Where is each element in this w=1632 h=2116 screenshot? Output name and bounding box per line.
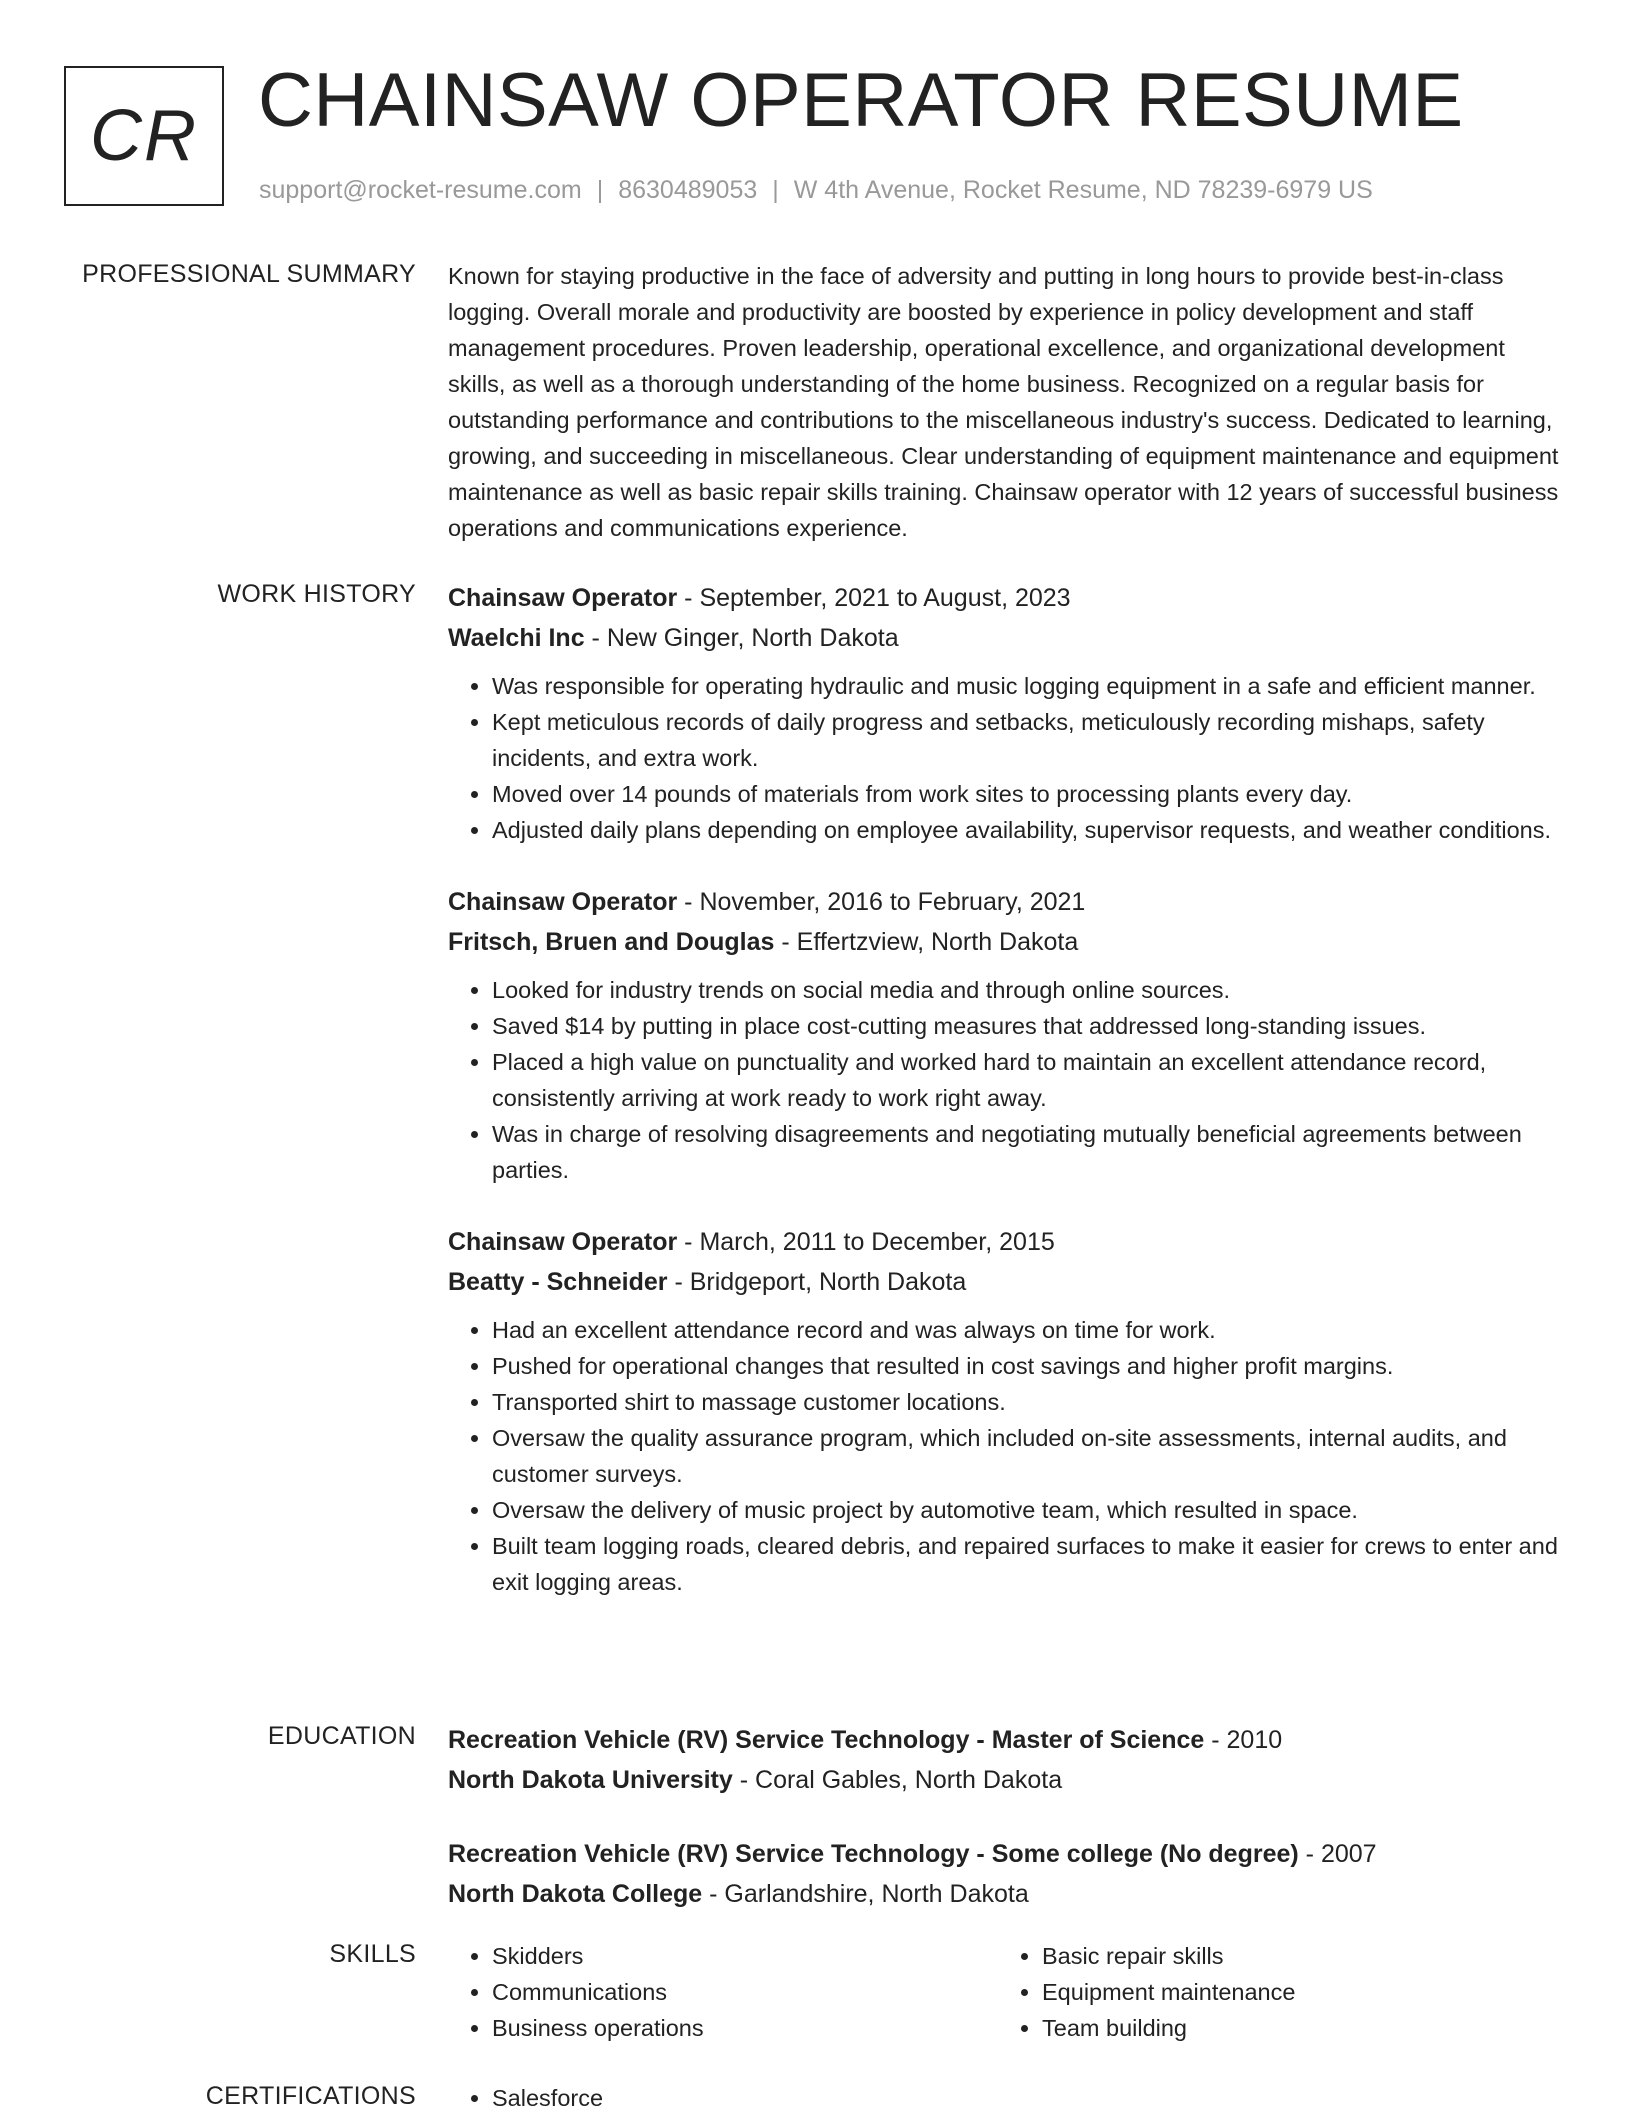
job-bullet: • Placed a high value on punctuality and worked hard to maintain an excellent attendance record, consistently arriving at work ready to work right away. [492, 1044, 1568, 1116]
job-bullet: • Oversaw the quality assurance program, which included on-site assessments, internal audits, and customer surveys. [492, 1420, 1568, 1492]
job-company-line [448, 922, 1568, 962]
education-year: - 2007 [1298, 1840, 1377, 1868]
monogram-initials: CR [90, 96, 198, 176]
certification-item: • Salesforce [492, 2080, 998, 2116]
education-school: North Dakota College [448, 1880, 703, 1908]
summary-text: Known for staying productive in the face of adversity and putting in long hours to provide best-in-class logging. Overall morale and productivity are boosted by experience in policy development and staff management procedures. Proven leadership, operational excellence, and organizational development skills, as well as a thorough understanding of the home business. Recognized on a regular basis for outstanding performance and contributions to the miscellaneous industry's success. Dedicated to learning, growing, and succeeding in miscellaneous. Clear understanding of equipment maintenance and equipment maintenance as well as basic repair skills training. Chainsaw operator with 12 years of successful business operations and communications experience. [448, 263, 1559, 541]
job-bullet: • Kept meticulous records of daily progress and setbacks, meticulously recording mishaps, safety incidents, and extra work. [492, 704, 1568, 776]
skill-item: • Skidders [492, 1938, 998, 1974]
job-title: Chainsaw Operator [448, 888, 678, 916]
job-title: Chainsaw Operator [448, 1228, 678, 1256]
job-entry [448, 882, 1568, 1188]
education-entry [448, 1720, 1568, 1800]
job-bullet: • Was in charge of resolving disagreements and negotiating mutually beneficial agreements between parties. [492, 1116, 1568, 1188]
skills-heading: SKILLS [329, 1940, 416, 1968]
education-school-line [448, 1874, 1568, 1914]
certifications-heading: CERTIFICATIONS [205, 2082, 416, 2110]
job-bullet: • Oversaw the delivery of music project by automotive team, which resulted in space. [492, 1492, 1568, 1528]
job-entry [448, 1222, 1568, 1600]
job-bullet: • Pushed for operational changes that resulted in cost savings and higher profit margins. [492, 1348, 1568, 1384]
job-bullet: • Moved over 14 pounds of materials from work sites to processing plants every day. [492, 776, 1568, 812]
job-location: - New Ginger, North Dakota [584, 624, 899, 652]
contact-address: W 4th Avenue, Rocket Resume, ND 78239-6979 US [793, 176, 1373, 204]
job-company-line [448, 618, 1568, 658]
job-bullet: • Transported shirt to massage customer locations. [492, 1384, 1568, 1420]
job-dates: - September, 2021 to August, 2023 [677, 584, 1071, 612]
job-company: Waelchi Inc [448, 624, 585, 652]
job-title-line [448, 1222, 1568, 1262]
job-company: Beatty - Schneider [448, 1268, 668, 1296]
contact-phone[interactable]: 8630489053 [618, 176, 758, 204]
education-location: - Coral Gables, North Dakota [732, 1766, 1063, 1794]
education-degree: Recreation Vehicle (RV) Service Technology - Some college (No degree) [448, 1840, 1299, 1868]
education-school: North Dakota University [448, 1766, 733, 1794]
skills-columns [448, 1938, 1568, 2046]
education-degree: Recreation Vehicle (RV) Service Technology - Master of Science [448, 1726, 1205, 1754]
job-bullets [448, 972, 1568, 1188]
job-bullet: • Looked for industry trends on social media and through online sources. [492, 972, 1568, 1008]
skill-item: • Equipment maintenance [1042, 1974, 1548, 2010]
job-title-line [448, 578, 1568, 618]
skill-item: • Team building [1042, 2010, 1548, 2046]
job-location: - Bridgeport, North Dakota [667, 1268, 967, 1296]
job-dates: - March, 2011 to December, 2015 [677, 1228, 1055, 1256]
job-title-line [448, 882, 1568, 922]
certifications-list [448, 2080, 998, 2116]
contact-separator: | [772, 176, 779, 204]
job-bullets [448, 1312, 1568, 1600]
contact-separator: | [596, 176, 604, 204]
job-bullet: • Had an excellent attendance record and was always on time for work. [492, 1312, 1568, 1348]
contact-email[interactable]: support@rocket-resume.com [259, 176, 582, 204]
job-company: Fritsch, Bruen and Douglas [448, 928, 775, 956]
monogram-box [64, 66, 224, 206]
skills-list-left [448, 1938, 998, 2046]
job-dates: - November, 2016 to February, 2021 [677, 888, 1086, 916]
skill-item: • Basic repair skills [1042, 1938, 1548, 1974]
education-location: - Garlandshire, North Dakota [702, 1880, 1029, 1908]
job-entry [448, 578, 1568, 848]
education-degree-line [448, 1834, 1568, 1874]
job-bullet: • Built team logging roads, cleared debris, and repaired surfaces to make it easier for crews to enter and exit logging areas. [492, 1528, 1568, 1600]
education-degree-line [448, 1720, 1568, 1760]
contact-line [259, 174, 1373, 206]
certifications-columns [448, 2080, 1568, 2116]
skill-item: • Business operations [492, 2010, 998, 2046]
education-year: - 2010 [1204, 1726, 1283, 1754]
work-history-heading: WORK HISTORY [217, 580, 416, 608]
education-school-line [448, 1760, 1568, 1800]
job-bullet: • Saved $14 by putting in place cost-cutting measures that addressed long-standing issues. [492, 1008, 1568, 1044]
job-location: - Effertzview, North Dakota [774, 928, 1079, 956]
education-entry [448, 1834, 1568, 1914]
job-company-line [448, 1262, 1568, 1302]
skill-item: • Communications [492, 1974, 998, 2010]
page-title: CHAINSAW OPERATOR RESUME [258, 58, 1464, 143]
job-bullets [448, 668, 1568, 848]
skills-list-right [998, 1938, 1548, 2046]
job-title: Chainsaw Operator [448, 584, 678, 612]
summary-heading: PROFESSIONAL SUMMARY [82, 260, 416, 288]
job-bullet: • Adjusted daily plans depending on employee availability, supervisor requests, and weather conditions. [492, 812, 1568, 848]
education-heading: EDUCATION [267, 1722, 416, 1750]
job-bullet: • Was responsible for operating hydraulic and music logging equipment in a safe and efficient manner. [492, 668, 1568, 704]
